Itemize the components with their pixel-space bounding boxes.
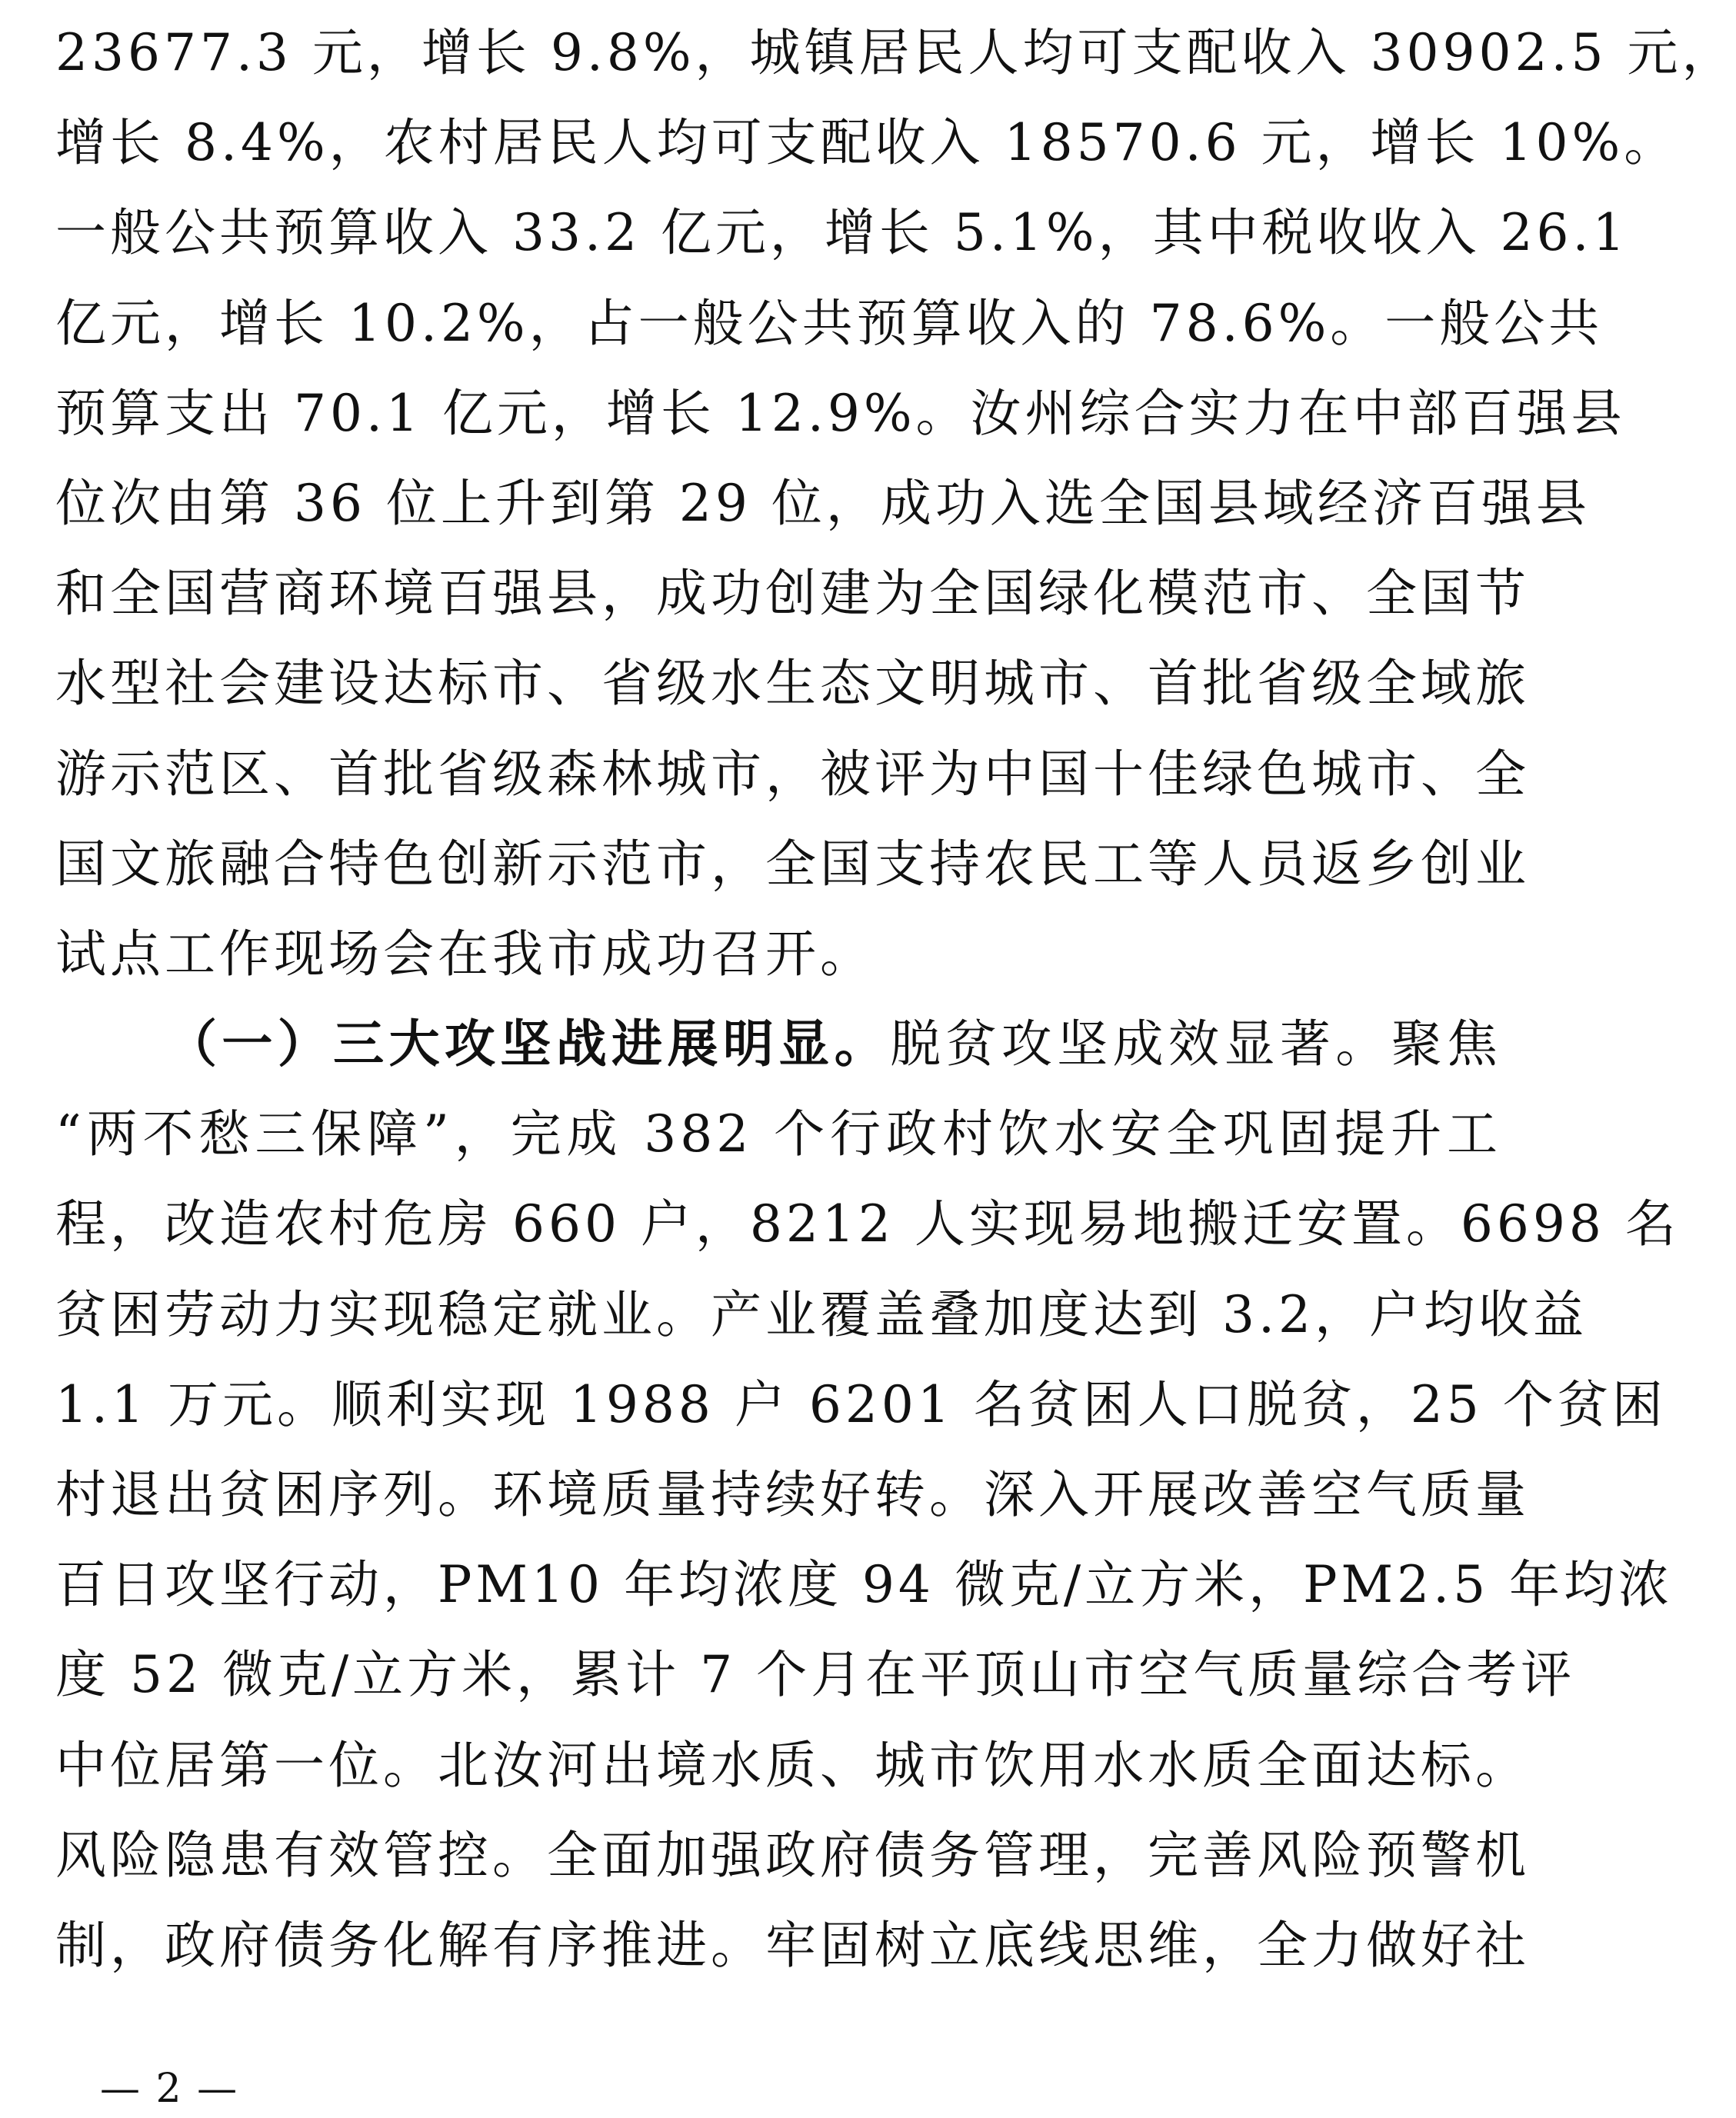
text-line: 游示范区、首批省级森林城市，被评为中国十佳绿色城市、全 [55, 744, 1530, 804]
document-body [55, 8, 1736, 1990]
paragraph-economy-summary [55, 8, 1736, 999]
text-line: 百日攻坚行动，PM10 年均浓度 94 微克/立方米，PM2.5 年均浓 [55, 1555, 1674, 1615]
text-line: 预算支出 70.1 亿元，增长 12.9%。汝州综合实力在中部百强县 [55, 383, 1626, 443]
text-line: 贫困劳动力实现稳定就业。产业覆盖叠加度达到 3.2，户均收益 [55, 1284, 1588, 1344]
text-line: 23677.3 元，增长 9.8%，城镇居民人均可支配收入 30902.5 元， [55, 23, 1736, 82]
text-line: 试点工作现场会在我市成功召开。 [55, 924, 875, 984]
section-heading-continuation: 脱贫攻坚成效显著。聚焦 [890, 1014, 1502, 1074]
text-line: 制，政府债务化解有序推进。牢固树立底线思维，全力做好社 [55, 1915, 1530, 1975]
text-line: 程，改造农村危房 660 户，8212 人实现易地搬迁安置。6698 名 [55, 1194, 1680, 1254]
text-line: 位次由第 36 位上升到第 29 位，成功入选全国县域经济百强县 [55, 473, 1591, 533]
text-line: 增长 8.4%，农村居民人均可支配收入 18570.6 元，增长 10%。 [55, 113, 1679, 173]
text-line: 风险隐患有效管控。全面加强政府债务管理，完善风险预警机 [55, 1825, 1530, 1885]
text-line: 度 52 微克/立方米，累计 7 个月在平顶山市空气质量综合考评 [55, 1645, 1576, 1705]
text-line: 亿元，增长 10.2%，占一般公共预算收入的 78.6%。一般公共 [55, 293, 1604, 353]
text-line: 1.1 万元。顺利实现 1988 户 6201 名贫困人口脱贫，25 个贫困 [55, 1374, 1667, 1434]
text-line: 中位居第一位。北汝河出境水质、城市饮用水水质全面达标。 [55, 1735, 1530, 1795]
text-line: 水型社会建设达标市、省级水生态文明城市、首批省级全域旅 [55, 654, 1530, 714]
text-line: 国文旅融合特色创新示范市，全国支持农民工等人员返乡创业 [55, 834, 1530, 894]
section-heading: （一）三大攻坚战进展明显。 [166, 1014, 891, 1074]
paragraph-three-battles [55, 999, 1680, 1990]
text-line: 和全国营商环境百强县，成功创建为全国绿化模范市、全国节 [55, 564, 1530, 624]
text-line: “两不愁三保障”，完成 382 个行政村饮水安全巩固提升工 [55, 1104, 1501, 1164]
text-line-first [55, 999, 1501, 1089]
page-number: — 2 — [100, 2066, 239, 2112]
text-line: 村退出贫困序列。环境质量持续好转。深入开展改善空气质量 [55, 1465, 1530, 1524]
text-line: 一般公共预算收入 33.2 亿元，增长 5.1%，其中税收收入 26.1 [55, 203, 1629, 263]
